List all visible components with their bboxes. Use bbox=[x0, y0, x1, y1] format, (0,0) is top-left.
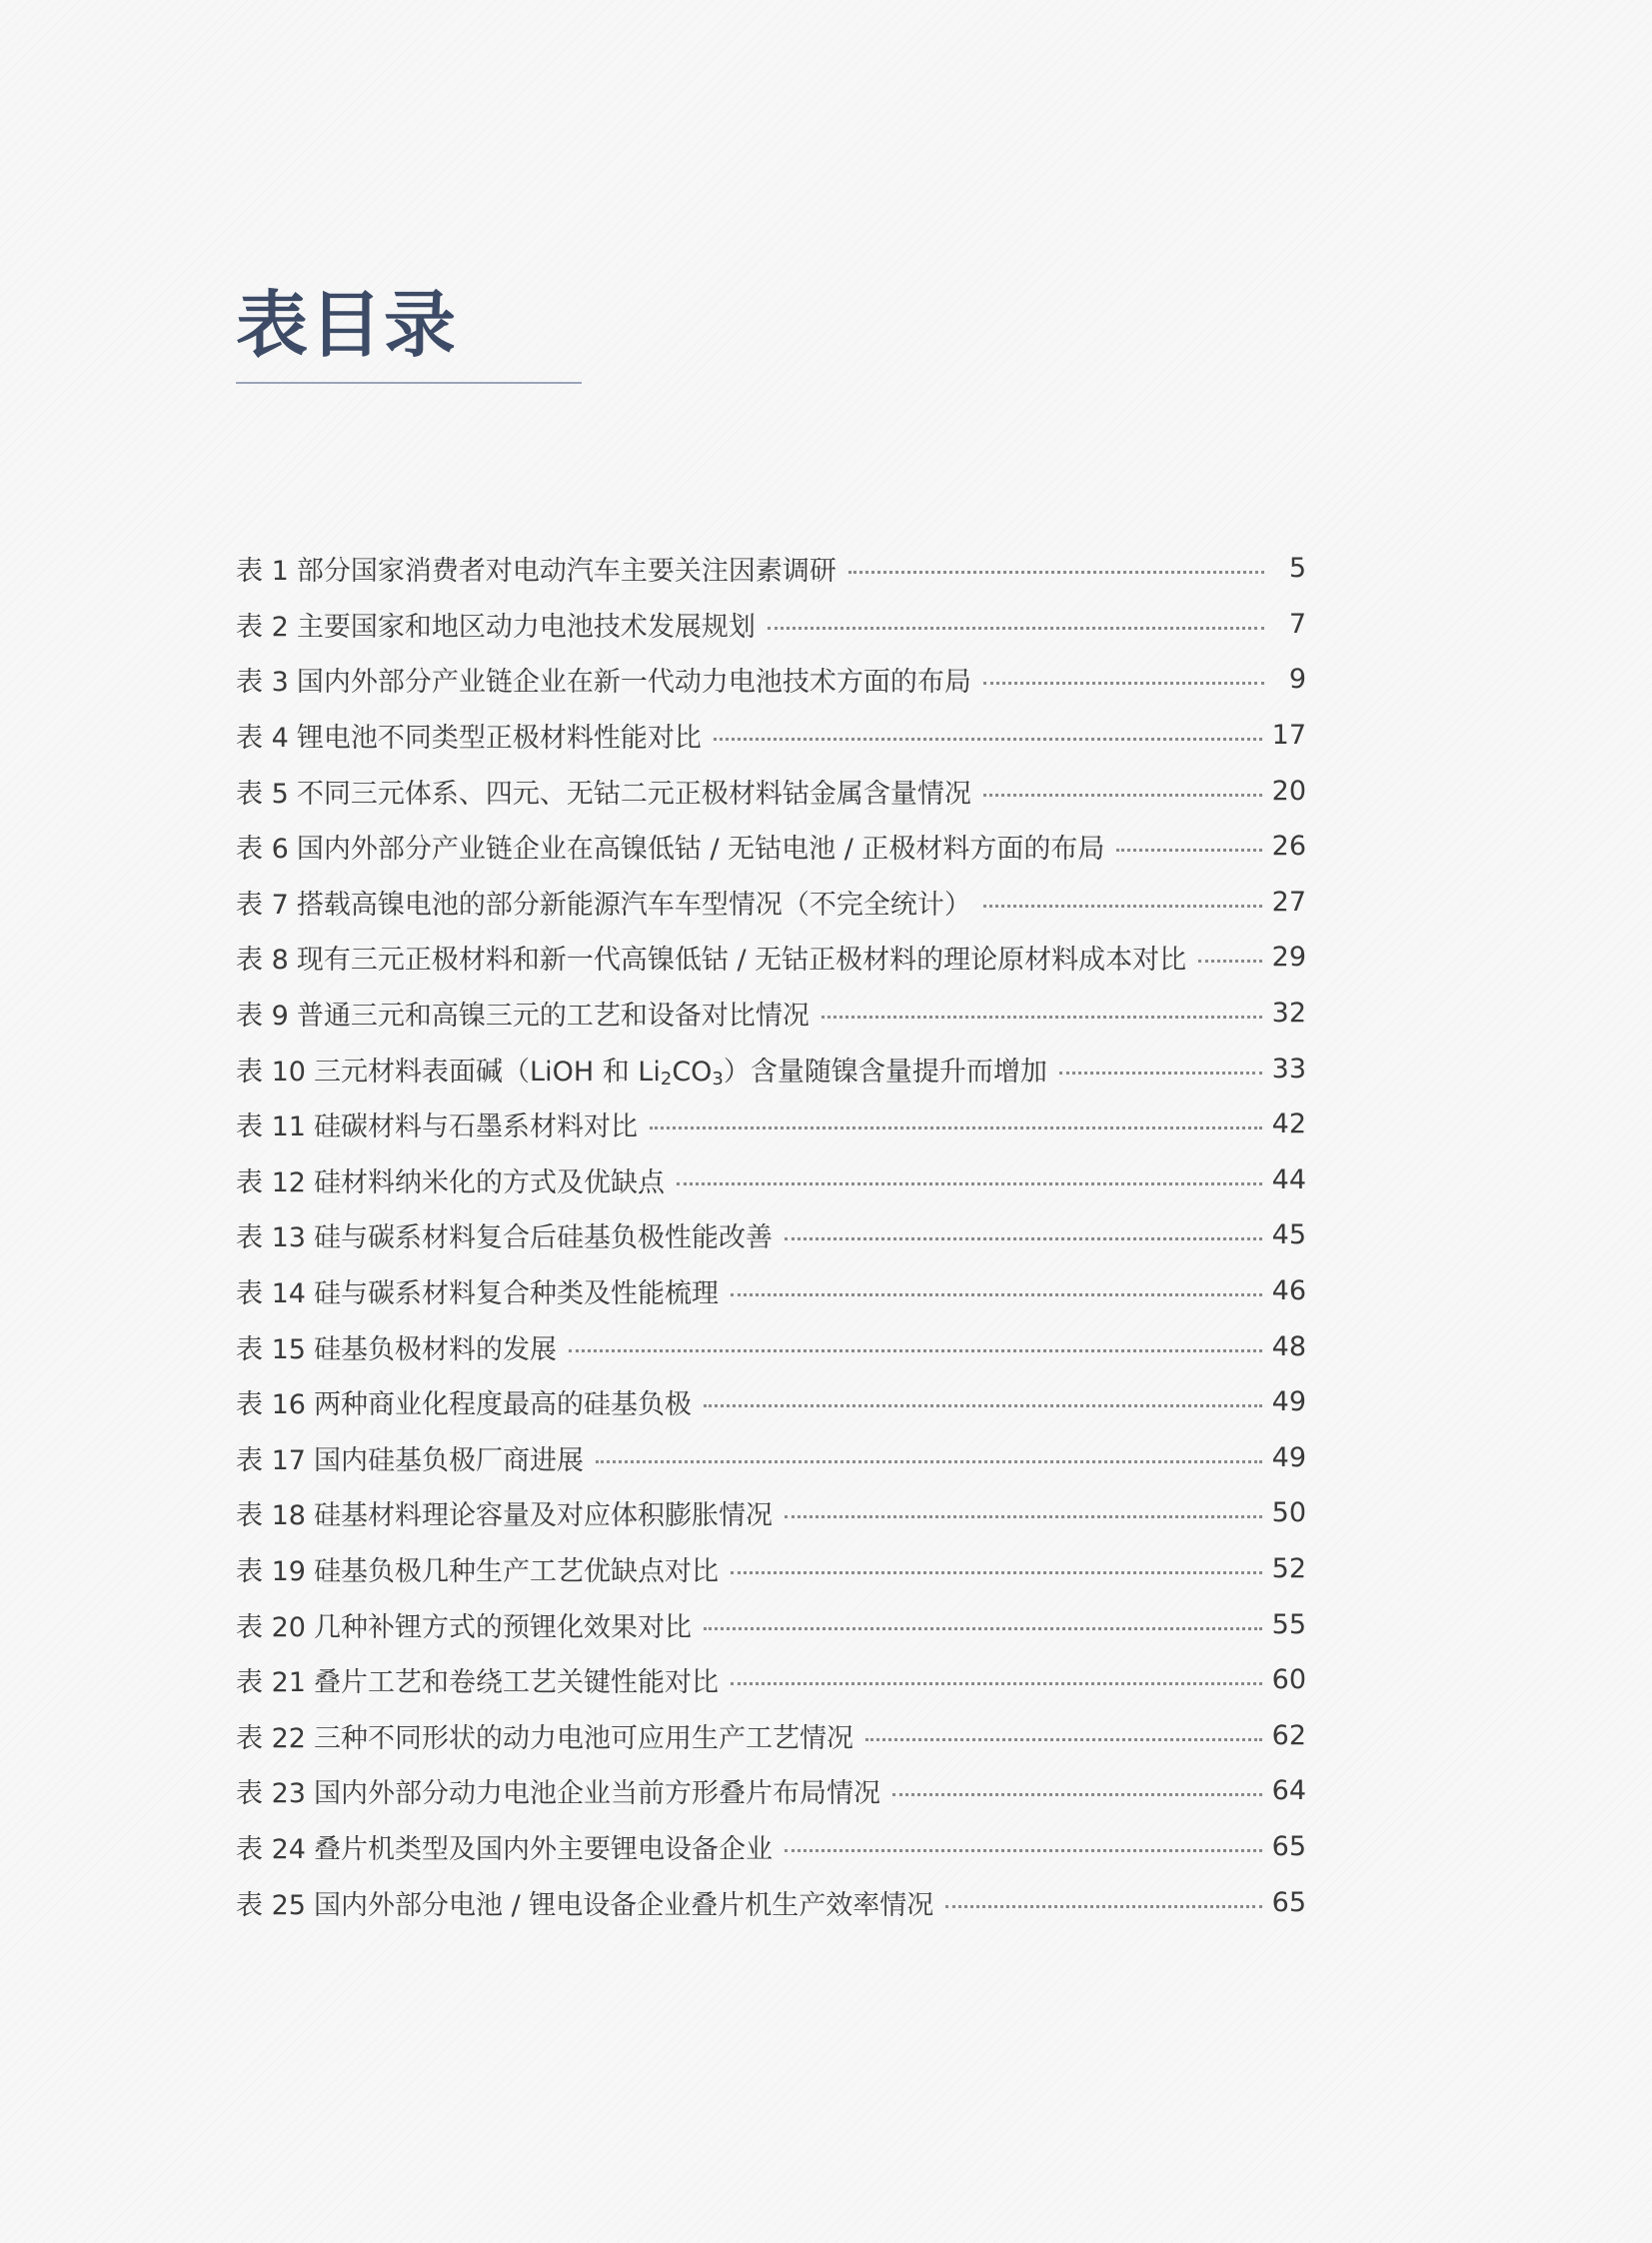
toc-entry-title: 部分国家消费者对电动汽车主要关注因素调研 bbox=[296, 556, 836, 588]
dot-leader bbox=[983, 682, 1264, 685]
toc-entry-title: 硅基负极几种生产工艺优缺点对比 bbox=[314, 1555, 720, 1587]
toc-entry-title: 搭载高镍电池的部分新能源汽车车型情况（不完全统计） bbox=[296, 889, 971, 921]
toc-entry-page: 55 bbox=[1271, 1608, 1306, 1640]
dot-leader bbox=[714, 738, 1262, 741]
dot-leader bbox=[1198, 960, 1262, 963]
toc-entry-page: 49 bbox=[1271, 1386, 1306, 1418]
dot-leader bbox=[768, 627, 1264, 630]
toc-entry-title-part: ）含量随镍含量提升而增加 bbox=[723, 1056, 1047, 1088]
dot-leader bbox=[785, 1515, 1262, 1518]
toc-entry-page: 65 bbox=[1271, 1830, 1306, 1862]
toc-entry[interactable] bbox=[236, 819, 1306, 875]
toc-entry-label: 表 10 bbox=[236, 1056, 306, 1088]
toc-entry-title: 叠片工艺和卷绕工艺关键性能对比 bbox=[314, 1667, 720, 1699]
dot-leader bbox=[785, 1237, 1262, 1240]
toc-entry-page: 29 bbox=[1271, 942, 1306, 974]
toc-entry-title bbox=[314, 1057, 1047, 1088]
toc-entry-label: 表 17 bbox=[236, 1444, 306, 1476]
dot-leader bbox=[569, 1349, 1262, 1352]
table-of-contents-list bbox=[236, 541, 1306, 1930]
dot-leader bbox=[704, 1404, 1262, 1407]
toc-entry-title: 叠片机类型及国内外主要锂电设备企业 bbox=[314, 1833, 774, 1865]
toc-entry-label: 表 2 bbox=[236, 611, 289, 643]
dot-leader bbox=[892, 1793, 1262, 1796]
toc-entry[interactable] bbox=[236, 1263, 1306, 1319]
toc-entry-page: 46 bbox=[1271, 1275, 1306, 1307]
toc-entry[interactable] bbox=[236, 875, 1306, 931]
toc-entry-page: 64 bbox=[1271, 1775, 1306, 1807]
toc-entry[interactable] bbox=[236, 763, 1306, 819]
dot-leader bbox=[704, 1627, 1262, 1630]
toc-entry-title: 国内外部分产业链企业在高镍低钴 / 无钴电池 / 正极材料方面的布局 bbox=[296, 834, 1105, 866]
toc-entry-title: 硅与碳系材料复合种类及性能梳理 bbox=[314, 1278, 720, 1310]
toc-entry-page: 9 bbox=[1288, 664, 1306, 696]
dot-leader bbox=[865, 1738, 1262, 1741]
toc-entry-title: 硅基材料理论容量及对应体积膨胀情况 bbox=[314, 1500, 774, 1532]
toc-entry-page: 20 bbox=[1271, 775, 1306, 807]
toc-entry-label: 表 9 bbox=[236, 1001, 289, 1033]
toc-entry-label: 表 8 bbox=[236, 945, 289, 977]
toc-entry-page: 33 bbox=[1271, 1053, 1306, 1085]
toc-entry-page: 42 bbox=[1271, 1109, 1306, 1140]
toc-entry-label: 表 11 bbox=[236, 1112, 306, 1143]
toc-entry-page: 5 bbox=[1288, 553, 1306, 585]
toc-entry-page: 45 bbox=[1271, 1219, 1306, 1251]
toc-entry-page: 44 bbox=[1271, 1163, 1306, 1195]
toc-entry-page: 60 bbox=[1271, 1664, 1306, 1696]
toc-entry-title: 国内外部分动力电池企业当前方形叠片布局情况 bbox=[314, 1778, 881, 1810]
toc-entry-page: 49 bbox=[1271, 1441, 1306, 1473]
toc-entry-title: 不同三元体系、四元、无钴二元正极材料钴金属含量情况 bbox=[296, 778, 971, 810]
toc-entry-label: 表 21 bbox=[236, 1667, 306, 1699]
toc-entry-label: 表 15 bbox=[236, 1333, 306, 1365]
subscript-2: 2 bbox=[660, 1068, 673, 1090]
toc-entry[interactable] bbox=[236, 1652, 1306, 1708]
toc-entry-title: 硅基负极材料的发展 bbox=[314, 1333, 558, 1365]
toc-entry-label: 表 5 bbox=[236, 778, 289, 810]
toc-entry-label: 表 16 bbox=[236, 1389, 306, 1421]
toc-entry-label: 表 20 bbox=[236, 1611, 306, 1643]
dot-leader bbox=[983, 905, 1262, 908]
dot-leader bbox=[945, 1905, 1261, 1908]
toc-entry-label: 表 13 bbox=[236, 1222, 306, 1254]
toc-entry-label: 表 12 bbox=[236, 1166, 306, 1198]
toc-entry-title: 国内外部分产业链企业在新一代动力电池技术方面的布局 bbox=[296, 667, 971, 699]
toc-entry-title: 几种补锂方式的预锂化效果对比 bbox=[314, 1611, 693, 1643]
toc-entry[interactable] bbox=[236, 1763, 1306, 1819]
toc-entry[interactable] bbox=[236, 1430, 1306, 1486]
toc-entry-label: 表 14 bbox=[236, 1278, 306, 1310]
toc-entry-title: 国内外部分电池 / 锂电设备企业叠片机生产效率情况 bbox=[314, 1889, 934, 1921]
dot-leader bbox=[848, 571, 1264, 574]
page-title: 表目录 bbox=[236, 283, 459, 367]
toc-entry-label: 表 3 bbox=[236, 667, 289, 699]
toc-entry-page: 17 bbox=[1271, 720, 1306, 752]
toc-entry[interactable] bbox=[236, 1207, 1306, 1263]
dot-leader bbox=[650, 1126, 1262, 1129]
toc-entry[interactable] bbox=[236, 1318, 1306, 1374]
dot-leader bbox=[731, 1571, 1262, 1574]
toc-entry[interactable] bbox=[236, 986, 1306, 1042]
toc-entry-title: 硅碳材料与石墨系材料对比 bbox=[314, 1112, 639, 1143]
toc-entry[interactable] bbox=[236, 1041, 1306, 1097]
toc-entry-label: 表 24 bbox=[236, 1833, 306, 1865]
dot-leader bbox=[677, 1182, 1262, 1185]
toc-entry-title: 普通三元和高镍三元的工艺和设备对比情况 bbox=[296, 1001, 810, 1033]
toc-entry-page: 27 bbox=[1271, 886, 1306, 918]
toc-entry-label: 表 6 bbox=[236, 834, 289, 866]
toc-entry[interactable] bbox=[236, 652, 1306, 708]
toc-entry-title: 锂电池不同类型正极材料性能对比 bbox=[296, 723, 702, 755]
toc-entry[interactable] bbox=[236, 1596, 1306, 1652]
toc-entry[interactable] bbox=[236, 1819, 1306, 1875]
toc-entry-title: 两种商业化程度最高的硅基负极 bbox=[314, 1389, 693, 1421]
toc-entry-page: 65 bbox=[1271, 1886, 1306, 1918]
dot-leader bbox=[731, 1682, 1262, 1685]
toc-entry-page: 52 bbox=[1271, 1552, 1306, 1584]
dot-leader bbox=[983, 794, 1262, 797]
toc-entry[interactable] bbox=[236, 1874, 1306, 1930]
toc-entry-title: 三种不同形状的动力电池可应用生产工艺情况 bbox=[314, 1722, 854, 1754]
toc-entry[interactable] bbox=[236, 1152, 1306, 1208]
toc-entry[interactable] bbox=[236, 1485, 1306, 1541]
toc-entry-label: 表 7 bbox=[236, 889, 289, 921]
toc-entry-page: 7 bbox=[1288, 608, 1306, 640]
toc-entry-title: 硅与碳系材料复合后硅基负极性能改善 bbox=[314, 1222, 774, 1254]
toc-entry-label: 表 4 bbox=[236, 723, 289, 755]
dot-leader bbox=[1116, 849, 1261, 852]
toc-entry[interactable] bbox=[236, 708, 1306, 764]
subscript-3: 3 bbox=[712, 1068, 724, 1090]
toc-entry-page: 50 bbox=[1271, 1497, 1306, 1529]
toc-entry-page: 48 bbox=[1271, 1330, 1306, 1362]
toc-entry-title: 现有三元正极材料和新一代高镍低钴 / 无钴正极材料的理论原材料成本对比 bbox=[296, 945, 1187, 977]
toc-entry[interactable] bbox=[236, 1541, 1306, 1597]
title-underline bbox=[236, 382, 582, 384]
toc-entry-label: 表 1 bbox=[236, 556, 289, 588]
toc-entry-label: 表 18 bbox=[236, 1500, 306, 1532]
dot-leader bbox=[731, 1293, 1262, 1296]
toc-entry-title-part: CO bbox=[672, 1056, 713, 1088]
toc-entry-title: 硅材料纳米化的方式及优缺点 bbox=[314, 1166, 666, 1198]
toc-entry[interactable] bbox=[236, 1374, 1306, 1430]
toc-entry[interactable] bbox=[236, 930, 1306, 986]
toc-entry-label: 表 25 bbox=[236, 1889, 306, 1921]
toc-entry-label: 表 22 bbox=[236, 1722, 306, 1754]
toc-entry[interactable] bbox=[236, 1097, 1306, 1152]
dot-leader bbox=[596, 1460, 1262, 1463]
toc-entry-label: 表 19 bbox=[236, 1555, 306, 1587]
dot-leader bbox=[822, 1016, 1262, 1019]
dot-leader bbox=[1059, 1072, 1262, 1075]
toc-entry-page: 62 bbox=[1271, 1719, 1306, 1751]
toc-entry-page: 32 bbox=[1271, 998, 1306, 1030]
toc-entry-title-part: 三元材料表面碱（LiOH 和 Li bbox=[314, 1056, 661, 1088]
toc-entry[interactable] bbox=[236, 1707, 1306, 1763]
toc-entry-page: 26 bbox=[1271, 831, 1306, 863]
toc-entry-title: 主要国家和地区动力电池技术发展规划 bbox=[296, 611, 756, 643]
toc-entry-label: 表 23 bbox=[236, 1778, 306, 1810]
toc-entry-title: 国内硅基负极厂商进展 bbox=[314, 1444, 585, 1476]
dot-leader bbox=[785, 1849, 1262, 1852]
toc-entry[interactable] bbox=[236, 597, 1306, 653]
toc-entry[interactable] bbox=[236, 541, 1306, 597]
